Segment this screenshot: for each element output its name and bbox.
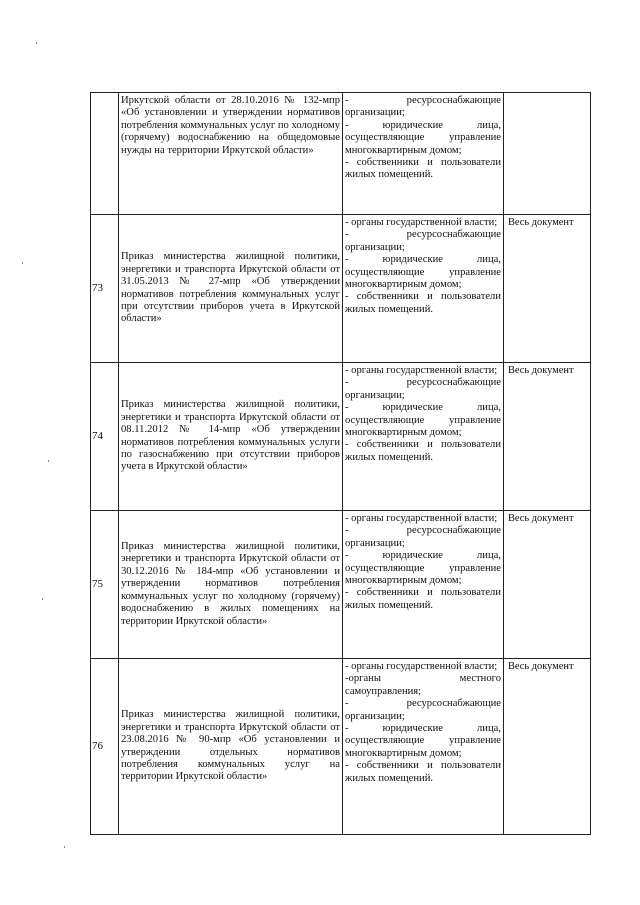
table-row <box>91 215 591 363</box>
document-title: Приказ министерства жилищной политики, энергетики и транспорта Иркутской области от 30.12.2016 № 184-мпр «Об установлении и утверждении нормативов потребления коммунальных услуг по холодному (горячему) водоснабжению в жилых помещениях на территории Иркутской области» <box>119 511 343 659</box>
row-number: 76 <box>91 659 119 835</box>
row-number: 73 <box>91 215 119 363</box>
subject-item: - юридические лица, осуществляющие управление многоквартирным домом; <box>345 723 501 759</box>
subject-item: - ресурсоснабжающие организации; <box>345 377 501 401</box>
subject-item: - органы государственной власти; <box>345 365 498 376</box>
subject-item: - собственники и пользователи жилых помещений. <box>345 760 501 784</box>
regulations-table <box>90 92 591 835</box>
document-title: Приказ министерства жилищной политики, энергетики и транспорта Иркутской области от 08.11.2012 № 14-мпр «Об утверждении нормативов потребления коммунальных услуги по газоснабжению при отсутствии приборов учета в Иркутской области» <box>119 363 343 511</box>
scope-cell: Весь документ <box>504 363 591 511</box>
scan-speck <box>42 598 43 600</box>
scan-speck <box>22 262 23 264</box>
affected-subjects <box>343 511 504 659</box>
subject-item: - собственники и пользователи жилых помещений. <box>345 157 501 181</box>
affected-subjects <box>343 659 504 835</box>
document-title: Приказ министерства жилищной политики, энергетики и транспорта Иркутской области от 23.08.2016 № 90-мпр «Об установлении и утверждении отдельных нормативов потребления коммунальных услуг на территории Иркутской области» <box>119 659 343 835</box>
affected-subjects <box>343 363 504 511</box>
table-row <box>91 511 591 659</box>
subject-item: - юридические лица, осуществляющие управление многоквартирным домом; <box>345 402 501 439</box>
scope-cell: Весь документ <box>504 215 591 363</box>
row-number <box>91 93 119 215</box>
subject-item: - юридические лица, осуществляющие управление многоквартирным домом; <box>345 254 501 291</box>
subject-item: - юридические лица, осуществляющие управление многоквартирным домом; <box>345 119 501 156</box>
document-title: Иркутской области от 28.10.2016 № 132-мпр «Об установлении и утверждении нормативов потребления коммунальных услуг по холодному (горячему) водоснабжению на общедомовые нужды на территории Иркутской области» <box>119 93 343 215</box>
table-row <box>91 363 591 511</box>
subject-item: - ресурсоснабжающие организации; <box>345 525 501 549</box>
subject-item: - органы государственной власти; <box>345 513 498 524</box>
subject-item: - органы государственной власти; <box>345 217 498 228</box>
scan-speck <box>64 846 65 848</box>
affected-subjects <box>343 93 504 215</box>
subject-item: - ресурсоснабжающие организации; <box>345 229 501 253</box>
subject-item: - собственники и пользователи жилых помещений. <box>345 439 501 463</box>
subject-item: - собственники и пользователи жилых помещений. <box>345 587 501 611</box>
row-number: 74 <box>91 363 119 511</box>
scan-speck <box>48 460 49 462</box>
affected-subjects <box>343 215 504 363</box>
subject-item: - органы государственной власти; <box>345 661 498 672</box>
subject-item: - собственники и пользователи жилых помещений. <box>345 291 501 315</box>
table-row <box>91 659 591 835</box>
subject-item: - ресурсоснабжающие организации; <box>345 95 501 119</box>
subject-item: - юридические лица, осуществляющие управление многоквартирным домом; <box>345 550 501 587</box>
scan-speck <box>36 42 37 44</box>
scope-cell: Весь документ <box>504 511 591 659</box>
document-title: Приказ министерства жилищной политики, энергетики и транспорта Иркутской области от 31.05.2013 № 27-мпр «Об утверждении нормативов потребления коммунальных услуг при отсутствии приборов учета в Иркутской области» <box>119 215 343 363</box>
subject-item: -органы местного самоуправления; <box>345 673 501 697</box>
subject-item: - ресурсоснабжающие организации; <box>345 698 501 722</box>
scope-cell <box>504 93 591 215</box>
table-row <box>91 93 591 215</box>
scope-cell: Весь документ <box>504 659 591 835</box>
row-number: 75 <box>91 511 119 659</box>
